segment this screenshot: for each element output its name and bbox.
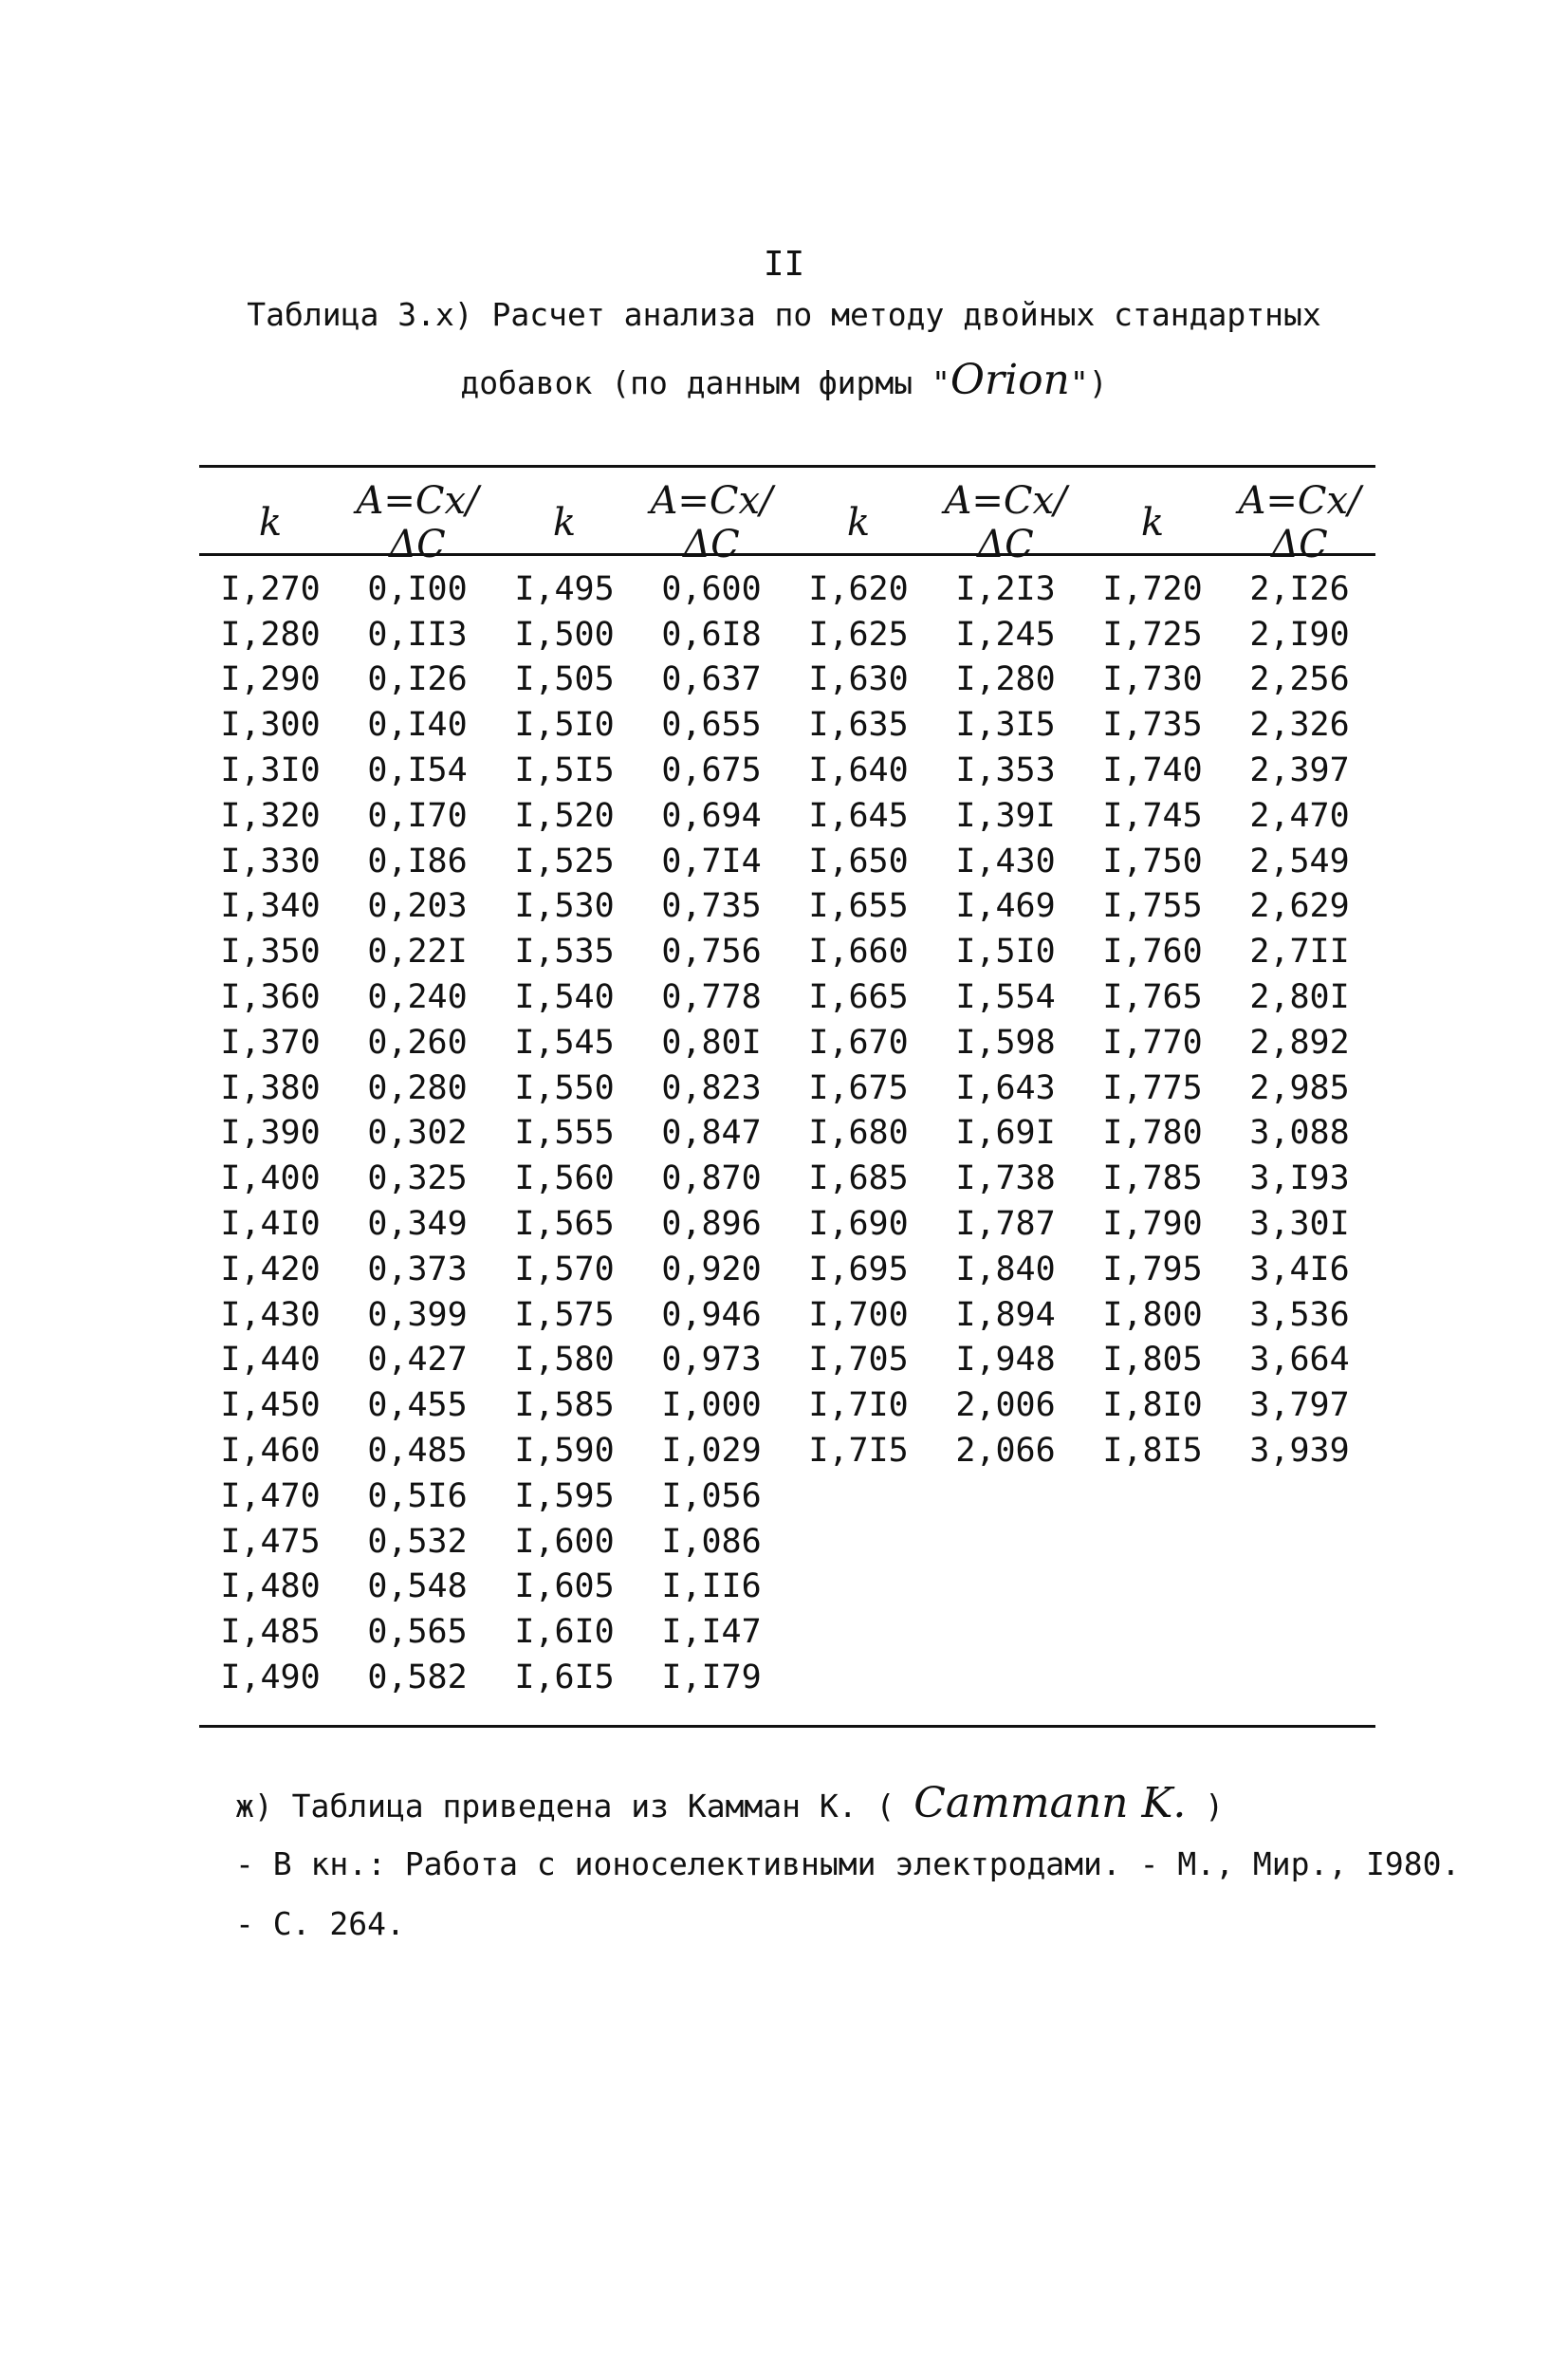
cell-a: 2,629	[1249, 887, 1350, 926]
cell-k: I,595	[514, 1476, 615, 1515]
cell-k: I,565	[514, 1205, 615, 1244]
cell-k	[1081, 1519, 1224, 1565]
cell-a: I,430	[955, 842, 1056, 880]
cell-k: I,370	[220, 1023, 321, 1062]
cell-a: 0,349	[367, 1205, 468, 1244]
cell-k: I,700	[808, 1295, 909, 1334]
table-row	[199, 1065, 1375, 1111]
table-top-rule	[199, 465, 1375, 468]
cell-k: I,790	[1102, 1205, 1203, 1244]
cell-k: I,590	[514, 1432, 615, 1471]
cell-k: I,280	[220, 615, 321, 654]
cell-a: I,I79	[661, 1658, 762, 1697]
cell-k: I,300	[220, 706, 321, 745]
cell-a: 3,I93	[1249, 1159, 1350, 1198]
cell-a: 3,797	[1249, 1386, 1350, 1425]
cell-a: 2,I90	[1249, 615, 1350, 654]
table-row	[199, 1565, 1375, 1610]
table-row	[199, 1609, 1375, 1655]
cell-k: I,725	[1102, 615, 1203, 654]
cell-a: 0,427	[367, 1341, 468, 1380]
cell-k	[1081, 1565, 1224, 1610]
cell-k: I,680	[808, 1114, 909, 1153]
cell-a: 2,80I	[1249, 978, 1350, 1017]
cell-a	[1224, 1473, 1375, 1519]
cell-a: 0,5I6	[367, 1476, 468, 1515]
cell-a: I,086	[661, 1522, 762, 1561]
table-row	[199, 612, 1375, 658]
cell-a: 0,973	[661, 1341, 762, 1380]
cell-k: I,695	[808, 1250, 909, 1288]
cell-a: I,280	[955, 660, 1056, 699]
cell-a: I,598	[955, 1023, 1056, 1062]
cell-k: I,360	[220, 978, 321, 1017]
cell-k: I,535	[514, 933, 615, 972]
cell-a: 0,778	[661, 978, 762, 1017]
cell-a	[930, 1519, 1081, 1565]
table-body	[199, 566, 1375, 1700]
cell-a: I,056	[661, 1476, 762, 1515]
cell-k	[787, 1473, 930, 1519]
table-row	[199, 839, 1375, 884]
cell-a: 3,4I6	[1249, 1250, 1350, 1288]
header-k: k	[552, 501, 577, 545]
handwritten-author-name: Cammann K.	[913, 1779, 1187, 1827]
cell-a: I,948	[955, 1341, 1056, 1380]
cell-k: I,430	[220, 1295, 321, 1334]
cell-k: I,690	[808, 1205, 909, 1244]
cell-a: 0,280	[367, 1068, 468, 1107]
cell-k: I,6I5	[514, 1658, 615, 1697]
table-row	[199, 1020, 1375, 1065]
footnote-line-1	[235, 1779, 1224, 1827]
cell-a	[1224, 1565, 1375, 1610]
cell-k: I,3I0	[220, 751, 321, 790]
cell-k: I,290	[220, 660, 321, 699]
cell-a: 2,256	[1249, 660, 1350, 699]
cell-a: 0,260	[367, 1023, 468, 1062]
cell-a: I,738	[955, 1159, 1056, 1198]
cell-k	[1081, 1655, 1224, 1700]
cell-k: I,495	[514, 569, 615, 608]
cell-k: I,485	[220, 1613, 321, 1652]
cell-k: I,390	[220, 1114, 321, 1153]
cell-a: 0,203	[367, 887, 468, 926]
page-number: II	[763, 245, 805, 284]
cell-a: 0,675	[661, 751, 762, 790]
cell-k: I,755	[1102, 887, 1203, 926]
footnote-suffix: )	[1186, 1788, 1225, 1825]
cell-a: 2,985	[1249, 1068, 1350, 1107]
cell-k: I,585	[514, 1386, 615, 1425]
cell-k: I,340	[220, 887, 321, 926]
cell-k: I,505	[514, 660, 615, 699]
cell-a: I,787	[955, 1205, 1056, 1244]
cell-a: 2,326	[1249, 706, 1350, 745]
cell-a: 3,088	[1249, 1114, 1350, 1153]
cell-a: 2,470	[1249, 796, 1350, 835]
table-row	[199, 1247, 1375, 1292]
table-row	[199, 793, 1375, 839]
cell-a: I,894	[955, 1295, 1056, 1334]
cell-k: I,420	[220, 1250, 321, 1288]
cell-a: 0,655	[661, 706, 762, 745]
cell-k: I,750	[1102, 842, 1203, 880]
cell-k: I,745	[1102, 796, 1203, 835]
cell-a: I,II6	[661, 1567, 762, 1606]
cell-k: I,625	[808, 615, 909, 654]
cell-a: 0,II3	[367, 615, 468, 654]
cell-a: I,5I0	[955, 933, 1056, 972]
table-row	[199, 1111, 1375, 1157]
cell-k: I,600	[514, 1522, 615, 1561]
cell-a: 2,066	[955, 1432, 1056, 1471]
cell-a: I,3I5	[955, 706, 1056, 745]
header-row	[199, 479, 1375, 566]
cell-a: 0,582	[367, 1658, 468, 1697]
cell-k: I,785	[1102, 1159, 1203, 1198]
cell-k: I,675	[808, 1068, 909, 1107]
table-row	[199, 1519, 1375, 1565]
cell-k: I,350	[220, 933, 321, 972]
cell-a: 0,756	[661, 933, 762, 972]
cell-k: I,670	[808, 1023, 909, 1062]
cell-k: I,570	[514, 1250, 615, 1288]
cell-k: I,540	[514, 978, 615, 1017]
table-caption-line-1: Таблица 3.x) Расчет анализа по методу двойных стандартных	[247, 296, 1321, 333]
header-k: k	[258, 501, 283, 545]
table-row	[199, 1655, 1375, 1700]
cell-k: I,475	[220, 1522, 321, 1561]
cell-k: I,7I5	[808, 1432, 909, 1471]
cell-k: I,500	[514, 615, 615, 654]
cell-k: I,380	[220, 1068, 321, 1107]
cell-a: 0,548	[367, 1567, 468, 1606]
header-k: k	[1140, 501, 1165, 545]
cell-k: I,665	[808, 978, 909, 1017]
cell-k: I,740	[1102, 751, 1203, 790]
cell-k: I,685	[808, 1159, 909, 1198]
cell-a	[1224, 1609, 1375, 1655]
cell-a: I,840	[955, 1250, 1056, 1288]
cell-a: 0,920	[661, 1250, 762, 1288]
cell-a: 0,80I	[661, 1023, 762, 1062]
cell-k: I,545	[514, 1023, 615, 1062]
cell-k	[787, 1609, 930, 1655]
header-k: k	[846, 501, 871, 545]
cell-a: I,353	[955, 751, 1056, 790]
cell-a: 0,600	[661, 569, 762, 608]
cell-k: I,8I5	[1102, 1432, 1203, 1471]
cell-a: 0,823	[661, 1068, 762, 1107]
cell-k: I,655	[808, 887, 909, 926]
cell-k: I,795	[1102, 1250, 1203, 1288]
cell-k: I,770	[1102, 1023, 1203, 1062]
cell-a: 3,939	[1249, 1432, 1350, 1471]
table-row	[199, 1156, 1375, 1201]
header-a: A=Cx/ΔC	[1238, 479, 1361, 566]
cell-k: I,460	[220, 1432, 321, 1471]
cell-k: I,660	[808, 933, 909, 972]
cell-k: I,780	[1102, 1114, 1203, 1153]
cell-k: I,555	[514, 1114, 615, 1153]
cell-k	[1081, 1473, 1224, 1519]
cell-a: 0,6I8	[661, 615, 762, 654]
cell-k	[787, 1519, 930, 1565]
cell-a: 0,I00	[367, 569, 468, 608]
cell-a: 3,536	[1249, 1295, 1350, 1334]
cell-a: 0,22I	[367, 933, 468, 972]
cell-a: 0,565	[367, 1613, 468, 1652]
cell-k	[1081, 1609, 1224, 1655]
cell-k: I,645	[808, 796, 909, 835]
cell-k: I,760	[1102, 933, 1203, 972]
cell-k: I,720	[1102, 569, 1203, 608]
table-row	[199, 748, 1375, 793]
cell-a: 0,240	[367, 978, 468, 1017]
cell-a: 0,485	[367, 1432, 468, 1471]
table-row	[199, 1382, 1375, 1428]
cell-k: I,620	[808, 569, 909, 608]
cell-a: I,2I3	[955, 569, 1056, 608]
cell-k: I,550	[514, 1068, 615, 1107]
cell-k	[787, 1565, 930, 1610]
cell-k: I,735	[1102, 706, 1203, 745]
cell-k: I,630	[808, 660, 909, 699]
table-row	[199, 1428, 1375, 1473]
table-row	[199, 974, 1375, 1020]
cell-k: I,470	[220, 1476, 321, 1515]
cell-k: I,580	[514, 1341, 615, 1380]
cell-a: 0,532	[367, 1522, 468, 1561]
cell-a: 2,892	[1249, 1023, 1350, 1062]
cell-k: I,560	[514, 1159, 615, 1198]
cell-a: 0,I26	[367, 660, 468, 699]
footnote-line-2: - В кн.: Работа с ионоселективными электродами. - М., Мир., I980.	[235, 1845, 1461, 1882]
caption-prefix: добавок (по данным фирмы "	[460, 364, 950, 401]
cell-k: I,480	[220, 1567, 321, 1606]
cell-a: 2,7II	[1249, 933, 1350, 972]
cell-k: I,520	[514, 796, 615, 835]
header-a: A=Cx/ΔC	[650, 479, 773, 566]
cell-a: 3,664	[1249, 1341, 1350, 1380]
cell-a: 0,I40	[367, 706, 468, 745]
cell-a	[1224, 1655, 1375, 1700]
cell-k: I,330	[220, 842, 321, 880]
cell-k	[787, 1655, 930, 1700]
cell-a: I,39I	[955, 796, 1056, 835]
cell-k: I,705	[808, 1341, 909, 1380]
cell-a	[1224, 1519, 1375, 1565]
cell-a: I,245	[955, 615, 1056, 654]
table-row	[199, 658, 1375, 703]
cell-k: I,270	[220, 569, 321, 608]
cell-k: I,605	[514, 1567, 615, 1606]
cell-a: 0,735	[661, 887, 762, 926]
table-row	[199, 702, 1375, 748]
cell-k: I,530	[514, 887, 615, 926]
cell-k: I,400	[220, 1159, 321, 1198]
cell-a: 0,I70	[367, 796, 468, 835]
cell-k: I,635	[808, 706, 909, 745]
table-bottom-rule	[199, 1725, 1375, 1728]
data-table	[199, 479, 1375, 1700]
cell-k: I,525	[514, 842, 615, 880]
cell-a: 0,637	[661, 660, 762, 699]
cell-k: I,6I0	[514, 1613, 615, 1652]
cell-k: I,800	[1102, 1295, 1203, 1334]
cell-a: 3,30I	[1249, 1205, 1350, 1244]
cell-a: I,643	[955, 1068, 1056, 1107]
cell-a: 0,I86	[367, 842, 468, 880]
header-a: A=Cx/ΔC	[356, 479, 479, 566]
cell-k: I,805	[1102, 1341, 1203, 1380]
cell-a: I,000	[661, 1386, 762, 1425]
cell-a: 0,399	[367, 1295, 468, 1334]
cell-k: I,5I5	[514, 751, 615, 790]
table-row	[199, 1473, 1375, 1519]
cell-a	[930, 1609, 1081, 1655]
cell-a: 0,373	[367, 1250, 468, 1288]
cell-a: 2,I26	[1249, 569, 1350, 608]
cell-a: I,029	[661, 1432, 762, 1471]
table-row	[199, 884, 1375, 930]
cell-a: 0,847	[661, 1114, 762, 1153]
cell-a: 0,870	[661, 1159, 762, 1198]
cell-k: I,7I0	[808, 1386, 909, 1425]
cell-k: I,440	[220, 1341, 321, 1380]
cell-k: I,490	[220, 1658, 321, 1697]
cell-k: I,450	[220, 1386, 321, 1425]
cell-a: 0,7I4	[661, 842, 762, 880]
table-row	[199, 1292, 1375, 1338]
cell-a: 0,302	[367, 1114, 468, 1153]
footnote-line-3: - С. 264.	[235, 1905, 405, 1942]
cell-k: I,640	[808, 751, 909, 790]
cell-a: I,I47	[661, 1613, 762, 1652]
table-row	[199, 1201, 1375, 1247]
cell-a	[930, 1565, 1081, 1610]
cell-a: I,554	[955, 978, 1056, 1017]
cell-k: I,5I0	[514, 706, 615, 745]
caption-suffix: ")	[1069, 364, 1108, 401]
cell-k: I,730	[1102, 660, 1203, 699]
header-a: A=Cx/ΔC	[944, 479, 1067, 566]
table-row	[199, 1338, 1375, 1383]
handwritten-company-name: Orion	[950, 356, 1070, 404]
cell-a: 0,946	[661, 1295, 762, 1334]
cell-a	[930, 1655, 1081, 1700]
cell-a: 2,006	[955, 1386, 1056, 1425]
table-row	[199, 566, 1375, 612]
table-row	[199, 929, 1375, 974]
cell-a: 0,896	[661, 1205, 762, 1244]
cell-a: 0,694	[661, 796, 762, 835]
cell-a: 2,549	[1249, 842, 1350, 880]
cell-a: I,69I	[955, 1114, 1056, 1153]
cell-k: I,575	[514, 1295, 615, 1334]
cell-k: I,8I0	[1102, 1386, 1203, 1425]
table-caption-line-2	[0, 356, 1568, 404]
cell-k: I,4I0	[220, 1205, 321, 1244]
footnote-prefix: ж) Таблица приведена из Камман К. (	[235, 1788, 914, 1825]
cell-k: I,320	[220, 796, 321, 835]
cell-a	[930, 1473, 1081, 1519]
cell-k: I,765	[1102, 978, 1203, 1017]
cell-k: I,650	[808, 842, 909, 880]
cell-a: I,469	[955, 887, 1056, 926]
cell-a: 0,455	[367, 1386, 468, 1425]
cell-a: 0,I54	[367, 751, 468, 790]
cell-k: I,775	[1102, 1068, 1203, 1107]
cell-a: 0,325	[367, 1159, 468, 1198]
cell-a: 2,397	[1249, 751, 1350, 790]
